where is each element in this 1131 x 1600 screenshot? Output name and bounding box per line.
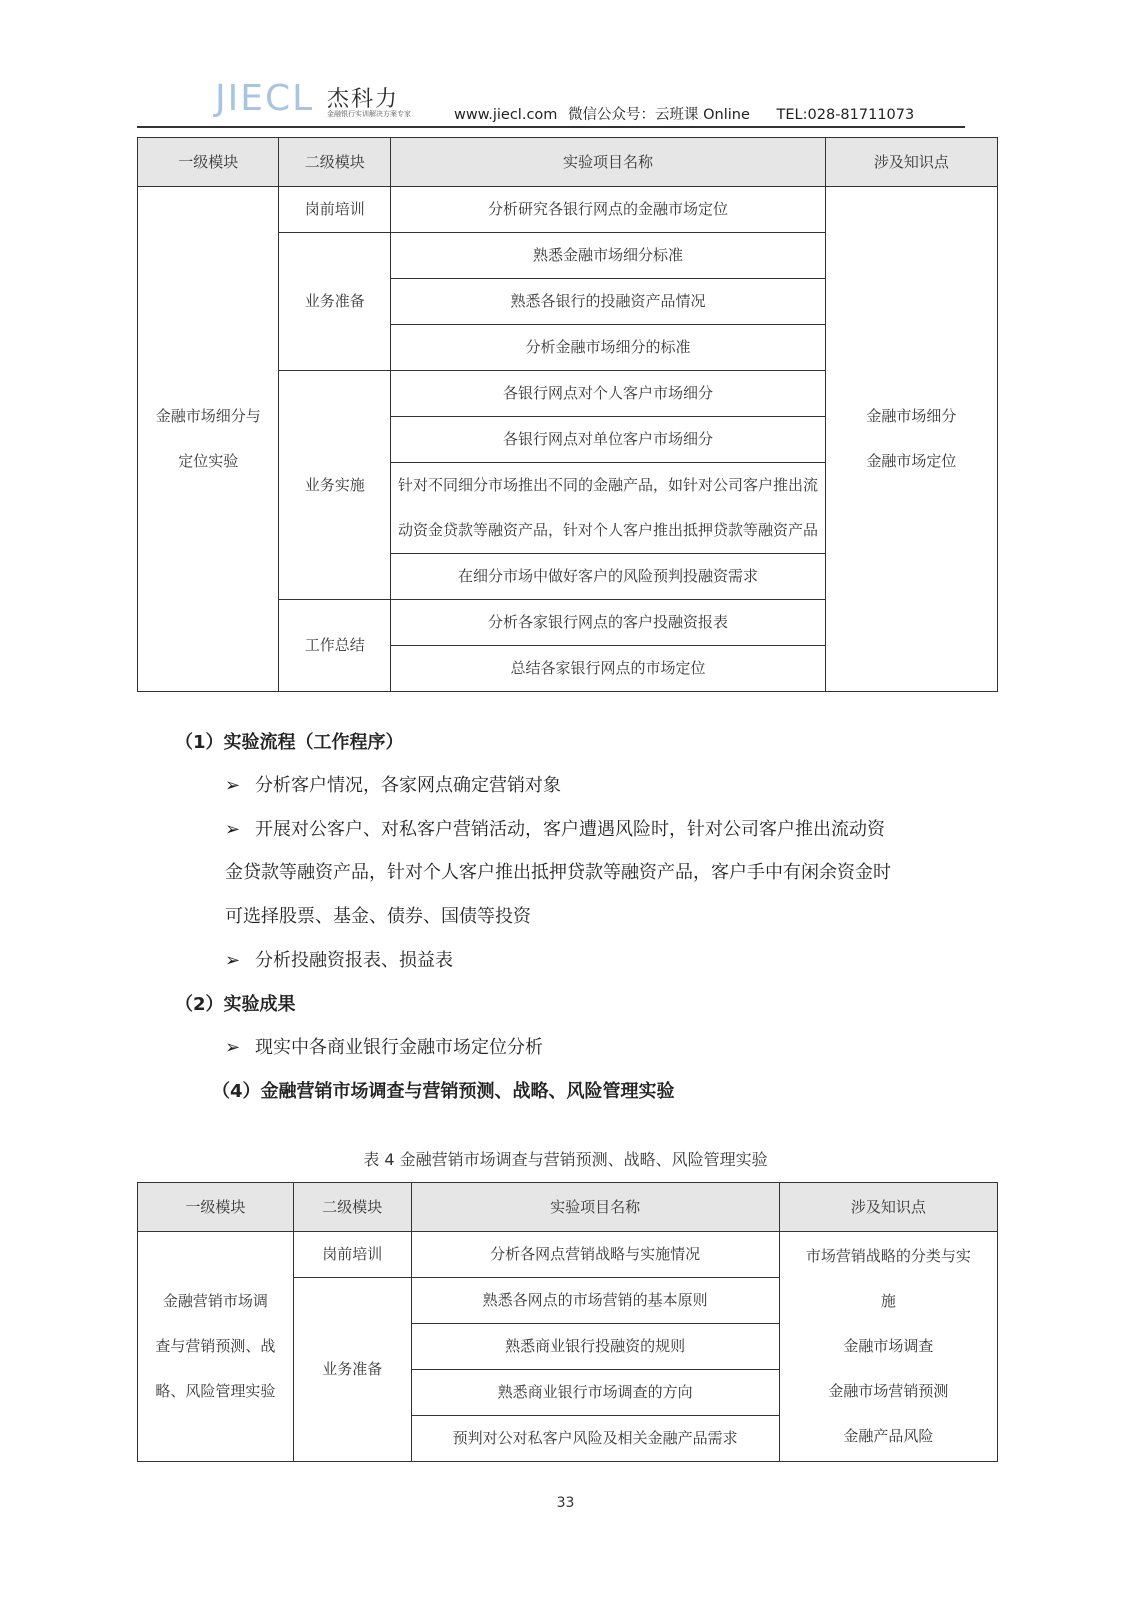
table-caption: 表 4 金融营销市场调查与营销预测、战略、风险管理实验	[363, 1150, 768, 1169]
arrow-bullet-icon: ➢	[225, 1037, 241, 1058]
col-header: 一级模块	[138, 1183, 294, 1232]
col-header: 二级模块	[279, 138, 391, 187]
page-number: 33	[556, 1495, 575, 1511]
sub-module-cell: 业务实施	[279, 371, 391, 600]
item-cell: 各银行网点对个人客户市场细分	[391, 371, 826, 417]
arrow-bullet-icon: ➢	[225, 775, 241, 796]
sub-module-cell: 业务准备	[279, 233, 391, 371]
list-item: ➢ 分析客户情况，各家网点确定营销对象	[225, 775, 561, 796]
sub-module-cell: 业务准备	[293, 1278, 411, 1462]
knowledge-cell: 金融市场细分 金融市场定位	[825, 187, 997, 692]
experiment-table-1	[137, 137, 998, 692]
table-row	[138, 187, 998, 233]
col-header: 一级模块	[138, 138, 279, 187]
item-cell: 分析研究各银行网点的金融市场定位	[391, 187, 826, 233]
item-cell: 分析各网点营销战略与实施情况	[411, 1232, 779, 1278]
item-cell: 熟悉商业银行投融资的规则	[411, 1324, 779, 1370]
item-cell: 熟悉各网点的市场营销的基本原则	[411, 1278, 779, 1324]
logo-subtitle: 金融银行实训解决方案专家	[327, 110, 411, 118]
item-cell: 分析金融市场细分的标准	[391, 325, 826, 371]
item-cell: 总结各家银行网点的市场定位	[391, 646, 826, 692]
item-cell: 熟悉商业银行市场调查的方向	[411, 1370, 779, 1416]
header-website: www.jiecl.com	[454, 107, 558, 123]
item-cell: 预判对公对私客户风险及相关金融产品需求	[411, 1416, 779, 1462]
item-cell: 针对不同细分市场推出不同的金融产品，如针对公司客户推出流动资金贷款等融资产品，针对个人客户推出抵押贷款等融资产品	[391, 463, 826, 554]
knowledge-cell: 市场营销战略的分类与实 施 金融市场调查 金融市场营销预测 金融产品风险	[779, 1232, 997, 1462]
sub-module-cell: 工作总结	[279, 600, 391, 692]
item-cell: 在细分市场中做好客户的风险预判投融资需求	[391, 554, 826, 600]
arrow-bullet-icon: ➢	[225, 819, 241, 840]
list-item: ➢ 分析投融资报表、损益表	[225, 950, 453, 971]
module-cell: 金融营销市场调 查与营销预测、战 略、风险管理实验	[138, 1232, 294, 1462]
list-item: ➢ 开展对公客户、对私客户营销活动，客户遭遇风险时，针对公司客户推出流动资	[225, 819, 885, 840]
paragraph-line: 金贷款等融资产品，针对个人客户推出抵押贷款等融资产品，客户手中有闲余资金时	[225, 862, 891, 883]
col-header: 二级模块	[293, 1183, 411, 1232]
col-header: 实验项目名称	[391, 138, 826, 187]
sub-module-cell: 岗前培训	[279, 187, 391, 233]
sub-module-cell: 岗前培训	[293, 1232, 411, 1278]
section-title-results: （2）实验成果	[175, 994, 296, 1015]
module-cell: 金融市场细分与 定位实验	[138, 187, 279, 692]
item-cell: 熟悉各银行的投融资产品情况	[391, 279, 826, 325]
arrow-bullet-icon: ➢	[225, 950, 241, 971]
section-title-marketing: （4）金融营销市场调查与营销预测、战略、风险管理实验	[212, 1081, 675, 1102]
header-contact	[454, 103, 920, 124]
header-tel: TEL:028-81711073	[776, 107, 915, 123]
item-cell: 分析各家银行网点的客户投融资报表	[391, 600, 826, 646]
logo-latin: JIECL	[215, 78, 315, 119]
experiment-table-2	[137, 1182, 998, 1462]
col-header: 实验项目名称	[411, 1183, 779, 1232]
header-wechat: 微信公众号：云班课 Online	[568, 107, 750, 123]
list-item: ➢ 现实中各商业银行金融市场定位分析	[225, 1037, 543, 1058]
item-cell: 熟悉金融市场细分标准	[391, 233, 826, 279]
section-title-process: （1）实验流程（工作程序）	[175, 732, 404, 753]
table-header-row	[138, 1183, 998, 1232]
table-row	[138, 1232, 998, 1278]
logo-cn: 杰科力	[327, 87, 400, 112]
col-header: 涉及知识点	[825, 138, 997, 187]
page-header	[137, 72, 965, 128]
item-cell: 各银行网点对单位客户市场细分	[391, 417, 826, 463]
table-header-row	[138, 138, 998, 187]
col-header: 涉及知识点	[779, 1183, 997, 1232]
paragraph-line: 可选择股票、基金、债券、国债等投资	[225, 906, 531, 927]
